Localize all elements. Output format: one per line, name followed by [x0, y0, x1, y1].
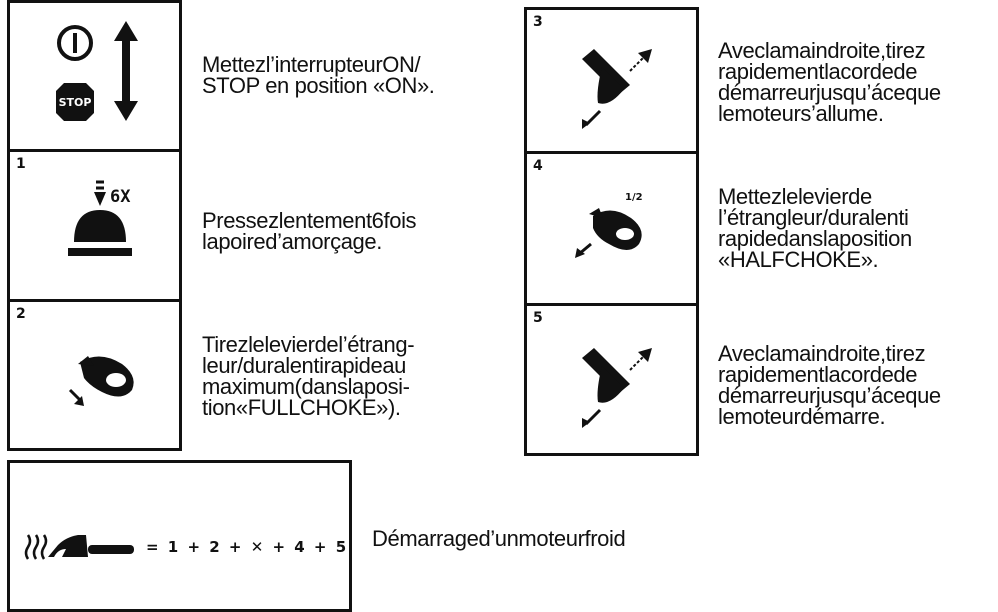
on-stop-switch-icon [48, 21, 158, 141]
chainsaw-icon [48, 527, 148, 567]
step-panel-1 [7, 149, 182, 302]
summary-text: Démarraged’unmoteurfroid [372, 526, 626, 551]
choke-lever-half-icon [567, 186, 677, 296]
step-text-4: Mettezlelevierde l’étrangleur/duralenti rapidedanslaposition «HALFCHOKE». [718, 184, 912, 272]
summary-formula: = 1 + 2 + ✕ + 4 + 5 [146, 538, 349, 556]
starter-rope-handle-icon [572, 344, 682, 454]
step-text-3: Aveclamaindroite,tirez rapidementlacordede démarreurjusqu’áceque lemoteurs’allume. [718, 38, 941, 126]
step-text-5: Aveclamaindroite,tirez rapidementlacordede démarreurjusqu’áceque lemoteurdémarre. [718, 341, 941, 429]
step-number: 4 [533, 158, 543, 174]
choke-lever-full-icon [60, 344, 170, 454]
step-number: 3 [533, 14, 543, 30]
svg-text:STOP: STOP [58, 96, 92, 109]
count-label: 6X [110, 187, 131, 207]
step-panel-4 [524, 151, 699, 306]
step-number: 1 [16, 156, 26, 172]
step-number: 5 [533, 310, 543, 326]
step-text-1: Pressezlentement6fois lapoired’amorçage. [202, 208, 417, 254]
step-panel-5 [524, 303, 699, 456]
step-text-on-stop: Mettezl’interrupteurON/ STOP en position «ON». [202, 52, 435, 98]
summary-panel [7, 460, 352, 612]
step-number: 2 [16, 306, 26, 322]
step-panel-3 [524, 7, 699, 154]
step-panel-2 [7, 299, 182, 451]
fraction-label: 1/2 [625, 192, 643, 203]
step-text-2: Tirezlelevierdel’étrang- leur/duralentirapideau maximum(danslaposi- tion«FULLCHOKE»). [202, 332, 415, 420]
starter-rope-handle-icon [572, 45, 682, 155]
step-panel-on-stop [7, 0, 182, 152]
primer-bulb-icon [60, 182, 170, 282]
